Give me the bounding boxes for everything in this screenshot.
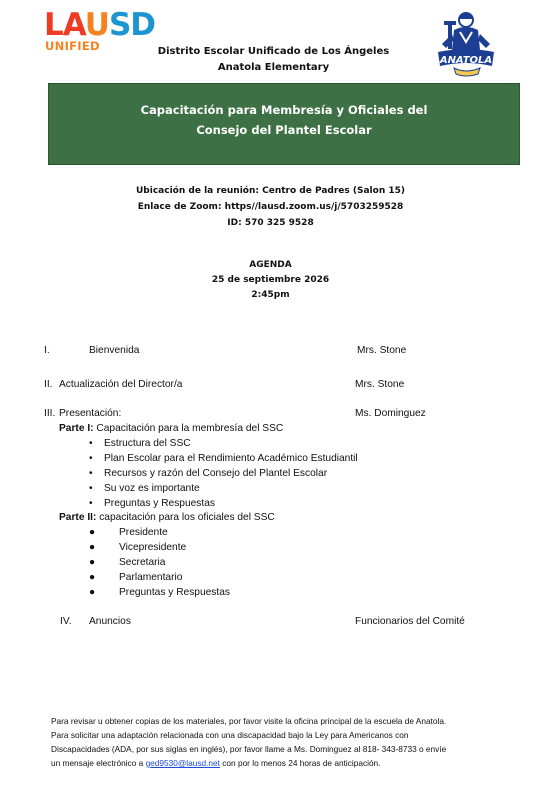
list-item: Plan Escolar para el Rendimiento Académico Estudiantil [104,453,358,464]
bullet-dot: • [89,498,93,509]
list-item: Secretaria [119,557,166,568]
bullet-dot: ● [89,572,96,583]
banner-title [49,100,519,140]
mascot-wordmark: ANATOLA [439,55,493,66]
footer-line [51,756,511,770]
part2-prefix: Parte II: [59,512,97,523]
agenda-item-number: I. [44,345,50,356]
banner-title-line1: Capacitación para Membresía y Oficiales del [140,103,428,117]
email-link[interactable]: ged9530@lausd.net [145,758,220,768]
bullet-dot: • [89,438,93,449]
list-item: Estructura del SSC [104,438,191,449]
meeting-location: Ubicación de la reunión: Centro de Padres (Salon 15) [136,186,405,196]
footer-notice [51,714,511,770]
list-item: Preguntas y Respuestas [119,587,230,598]
list-item: Vicepresidente [119,542,187,553]
footer-line: Para solicitar una adaptación relacionada con una discapacidad bajo la Ley para Americanos con [51,730,409,740]
agenda-item-label: Bienvenida [89,345,140,356]
agenda-item-presenter: Mrs. Stone [355,379,405,390]
zoom-id: ID: 570 325 9528 [227,218,314,228]
list-item: Su voz es importante [104,483,200,494]
part2-heading [59,511,275,525]
bullet-dot: • [89,453,93,464]
bullet-dot: • [89,468,93,479]
agenda-item-number: II. [44,379,53,390]
footer-line: Discapacidades (ADA, por sus siglas en inglés), por favor llame a Ms. Dominguez al 818- 343-8733 o envíe [51,744,447,754]
part1-heading [59,422,283,436]
agenda-item-number: III. [44,408,56,419]
meeting-info [0,183,541,231]
list-item: Parlamentario [119,572,183,583]
agenda-item-label: Anuncios [89,616,131,627]
agenda-item-label: Presentación: [59,408,122,419]
list-item: Preguntas y Respuestas [104,498,215,509]
district-name: Distrito Escolar Unificado de Los Ángeles [157,46,390,57]
footer-line: Para revisar u obtener copias de los materiales, por favor visite la oficina principal de la escuela de Anatola. [51,716,447,726]
agenda-heading [0,258,541,303]
agenda-item-label: Actualización del Director/a [59,379,183,390]
agenda-item-presenter: Mrs. Stone [357,345,407,356]
part1-prefix: Parte I: [59,423,94,434]
part1-text: Capacitación para la membresía del SSC [93,423,284,434]
bullet-dot: ● [89,557,96,568]
bullet-dot: ● [89,587,96,598]
agenda-title: AGENDA [249,260,292,270]
anatola-mascot-logo [430,8,502,80]
footer-line4-suffix: con por lo menos 24 horas de anticipación. [219,758,381,768]
lausd-logo [44,7,156,53]
bullet-dot: ● [89,527,96,538]
district-header [150,44,397,76]
agenda-date: 25 de septiembre 2026 [211,275,330,285]
agenda-item-number: IV. [60,616,72,627]
agenda-time: 2:45pm [251,290,290,300]
school-name: Anatola Elementary [217,62,330,73]
lausd-logo-unified: UNIFIED [45,39,100,53]
banner-title-line2: Consejo del Plantel Escolar [196,123,372,137]
agenda-item-presenter: Ms. Dominguez [355,408,426,419]
part2-text: capacitación para los oficiales del SSC [96,512,275,523]
bullet-dot: • [89,483,93,494]
list-item: Presidente [119,527,168,538]
lausd-logo-text: LAUSD [44,7,156,43]
list-item: Recursos y razón del Consejo del Plantel Escolar [104,468,328,479]
title-banner [48,83,520,165]
footer-line4-prefix: un mensaje electrónico a [51,758,146,768]
zoom-link[interactable]: Enlace de Zoom: https//lausd.zoom.us/j/5703259528 [137,202,404,212]
agenda-item-presenter: Funcionarios del Comité [355,616,465,627]
bullet-dot: ● [89,542,96,553]
